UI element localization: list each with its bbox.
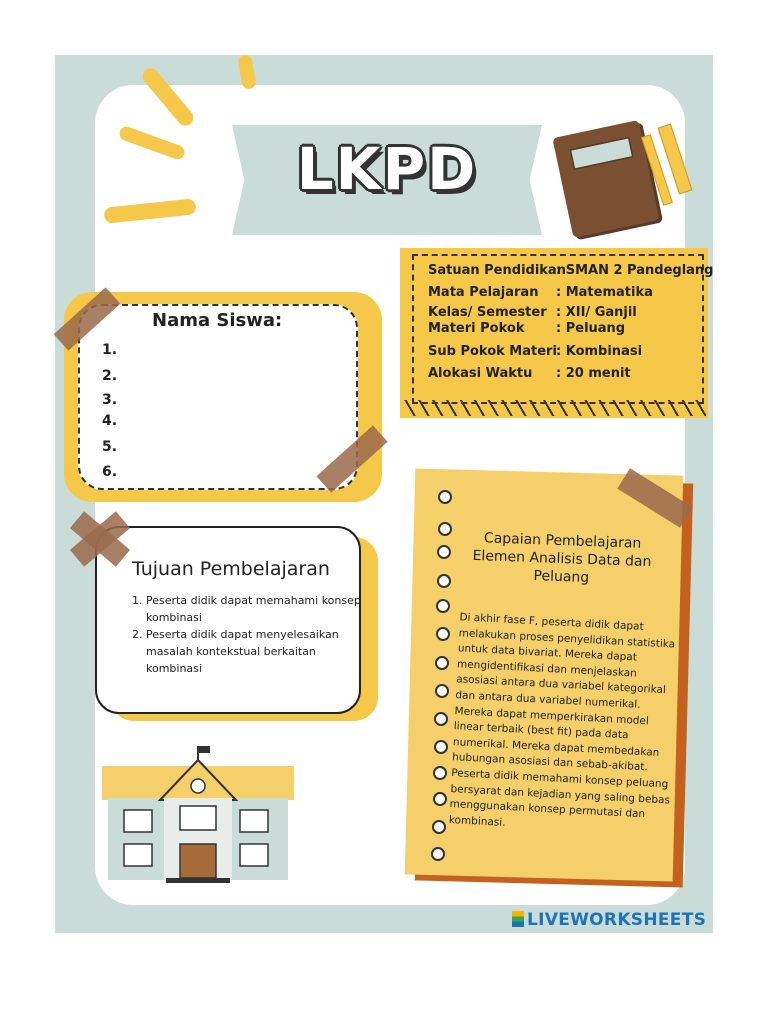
objectives-list xyxy=(130,592,366,677)
binder-hole-icon xyxy=(437,545,451,559)
binder-hole-icon xyxy=(434,712,448,726)
objective-item: 1. Peserta didik dapat memahami konsep kombinasi xyxy=(146,592,366,626)
binder-hole-icon xyxy=(432,820,446,834)
name-number: 5. xyxy=(102,439,118,455)
info-row: Satuan Pendidikan: SMAN 2 Pandeglang xyxy=(428,263,714,278)
name-number: 4. xyxy=(102,413,118,429)
binder-hole-icon xyxy=(437,574,451,588)
student-names-title: Nama Siswa: xyxy=(152,310,283,331)
student-names-panel xyxy=(78,304,358,490)
name-number: 1. xyxy=(102,342,118,358)
binder-hole-icon xyxy=(434,740,448,754)
learning-outcomes-title: Capaian Pembelajaran Elemen Analisis Data dan Peluang xyxy=(472,530,652,586)
objective-item: 2. Peserta didik dapat menyelesaikan masalah kontekstual berkaitan kombinasi xyxy=(146,626,366,677)
name-number: 3. xyxy=(102,392,118,408)
liveworksheets-logo[interactable]: LIVEWORKSHEETS xyxy=(512,910,706,930)
binder-hole-icon xyxy=(431,847,445,861)
hatch-decoration xyxy=(402,400,706,416)
binder-hole-icon xyxy=(438,522,452,536)
name-number: 2. xyxy=(102,368,118,384)
name-number: 6. xyxy=(102,464,118,480)
liveworksheets-logo-icon xyxy=(512,911,524,927)
binder-hole-icon xyxy=(436,627,450,641)
info-row: Kelas/ Semester : XII/ Ganjil xyxy=(428,305,637,320)
binder-hole-icon xyxy=(435,684,449,698)
info-row: Mata Pelajaran : Matematika xyxy=(428,285,653,300)
binder-hole-icon xyxy=(433,766,447,780)
learning-outcomes-body: Di akhir fase F, peserta didik dapat melakukan proses penyelidikan statistika untuk data bivariat. Mereka dapat mengidentifikasi dan menjelaskan asosiasi antara dua variabel kategorikal dan antara dua variabel numerikal. Mereka dapat memperkirakan model linear terbaik (best fit) pada data numerikal. Mereka dapat membedakan hubungan asosiasi dan sebab-akibat. Peserta didik memahami konsep peluang bersyarat dan kejadian yang saling bebas menggunakan konsep permutasi dan kombinasi. xyxy=(448,611,676,829)
info-row: Alokasi Waktu : 20 menit xyxy=(428,366,631,381)
binder-hole-icon xyxy=(435,656,449,670)
info-row: Sub Pokok Materi: Kombinasi xyxy=(428,344,643,359)
binder-hole-icon xyxy=(438,490,452,504)
info-row: Materi Pokok : Peluang xyxy=(428,321,626,336)
objectives-title: Tujuan Pembelajaran xyxy=(132,558,330,580)
page-title: LKPD xyxy=(296,135,478,203)
school-building-icon xyxy=(100,744,296,884)
binder-hole-icon xyxy=(436,599,450,613)
binder-hole-icon xyxy=(433,792,447,806)
